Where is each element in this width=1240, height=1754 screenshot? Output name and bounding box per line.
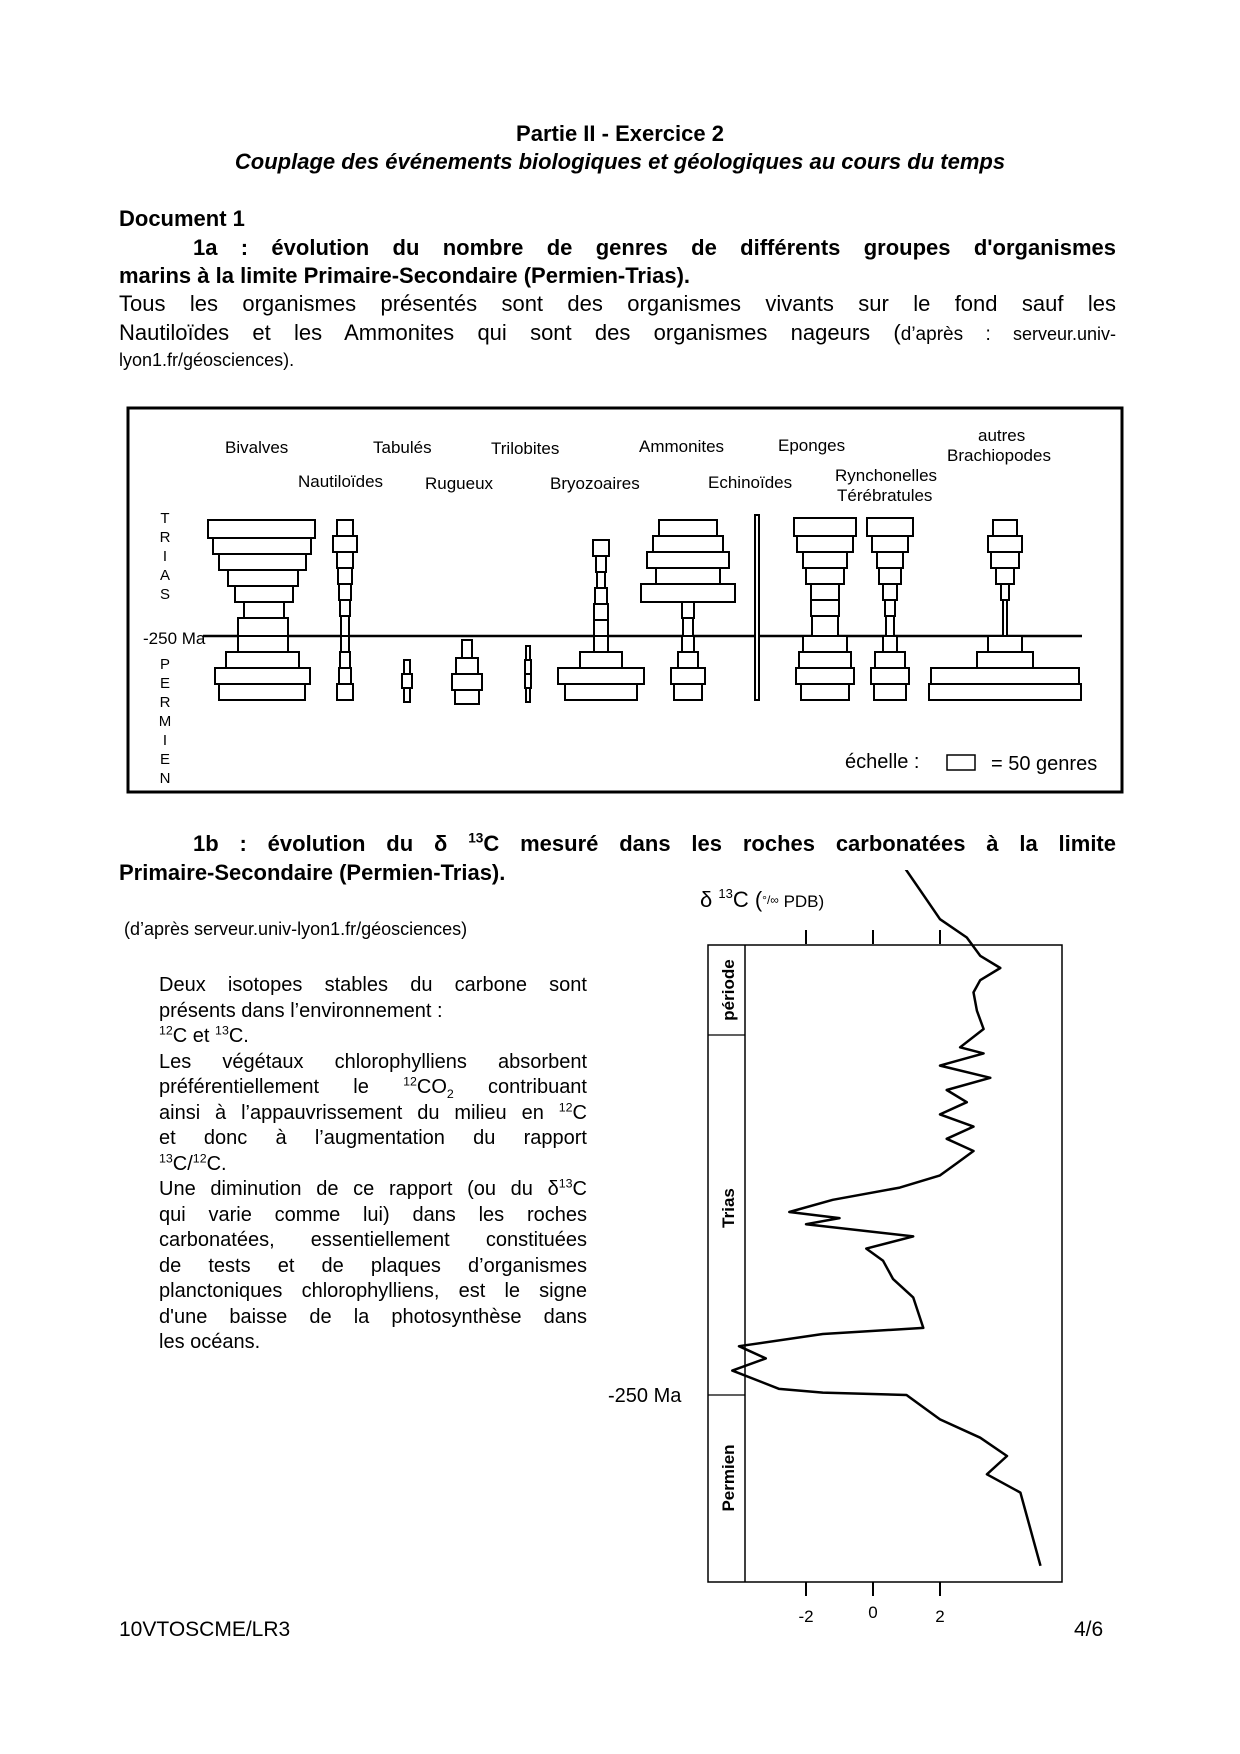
page-title: Partie II - Exercice 2 [516, 121, 724, 146]
label-nautiloides: Nautiloïdes [298, 472, 384, 491]
spindle-bar-ammonites [678, 652, 698, 668]
label-autres: autres [978, 426, 1026, 445]
permien-letter: E [159, 675, 171, 692]
spindle-bar-tabules [402, 674, 412, 688]
title-part: δ [700, 887, 719, 912]
spindle-bar-bivalves [238, 636, 288, 652]
text-span: C. [206, 1152, 227, 1175]
section-1b-heading-sup: 13 [468, 830, 484, 846]
spindle-bar-autres-brachiopodes [1001, 584, 1009, 600]
trias-letter: A [159, 567, 171, 584]
section-1b-heading-start: 1b : évolution du δ [193, 831, 469, 856]
text-span: C/ [172, 1152, 193, 1175]
sup: 13 [159, 1150, 173, 1165]
delta13c-chart [600, 870, 1100, 1630]
spindle-bar-eponges [801, 684, 849, 700]
spindle-bar-bryozoaires [594, 604, 608, 620]
spindle-bar-eponges [811, 600, 839, 616]
section-1a-source-start: serveur.univ- [990, 324, 1117, 344]
title-sup: 13 [718, 886, 733, 901]
spindle-bar-nautiloides [333, 536, 357, 552]
spindle-bar-bivalves [219, 554, 306, 570]
permien-letter: P [159, 656, 171, 673]
spindle-bar-nautiloides [337, 520, 353, 536]
spindle-bar-bivalves [219, 684, 305, 700]
text-line: d'une baisse de la photosynthèse dans [159, 1305, 587, 1328]
permien-axis-letters [159, 656, 172, 787]
boundary-label-1b: -250 Ma [608, 1385, 682, 1407]
label-brachiopodes: Brachiopodes [947, 446, 1051, 465]
sup: 13 [215, 1023, 229, 1038]
document-label: Document 1 [119, 206, 245, 231]
trias-letter: T [160, 510, 170, 527]
text-line [159, 1177, 587, 1203]
spindle-bar-ammonites [671, 668, 705, 684]
label-echinoides: Echinoïdes [708, 473, 793, 492]
spindle-bar-autres-brachiopodes [977, 652, 1033, 668]
permien-letter: E [159, 751, 171, 768]
spindle-bar-ammonites [659, 520, 717, 536]
spindle-bar-bivalves [208, 520, 315, 538]
spindle-bar-ammonites [647, 552, 729, 568]
text-span: C. [228, 1025, 249, 1047]
spindle-bar-autres-brachiopodes [991, 552, 1019, 568]
text-line: carbonatées, essentiellement constituées [159, 1229, 587, 1251]
spindle-bar-ammonites [674, 684, 702, 700]
spindle-bar-bryozoaires [596, 556, 606, 572]
spindle-bar-rynchonelles [875, 652, 905, 668]
spindle-bar-nautiloides [337, 684, 353, 700]
permien-letter: M [158, 713, 172, 730]
spindle-bar-ammonites [682, 602, 694, 618]
title-part: PDB) [778, 892, 825, 911]
spindle-bar-bryozoaires [594, 636, 608, 652]
spindle-bar-bivalves [244, 602, 284, 618]
title-part: C ( [732, 887, 763, 912]
top-ticks [806, 930, 940, 944]
label-rynchonelles: Rynchonelles [835, 466, 938, 485]
text-line [159, 1024, 587, 1050]
section-1a-text-line3: lyon1.fr/géosciences). [119, 350, 295, 370]
scale-value: = 50 genres [991, 753, 1098, 775]
spindle-bar-rugueux [462, 640, 472, 658]
text-span: ainsi à l’appauvrissement du milieu en [159, 1101, 559, 1124]
spindle-bar-ammonites [656, 568, 720, 584]
x-tick-label: -2 [798, 1607, 814, 1626]
boundary-label-1a: -250 Ma [143, 629, 206, 648]
spindle-bar-bivalves [213, 538, 311, 554]
spindle-bar-ammonites [683, 618, 693, 636]
spindle-bar-bryozoaires [558, 668, 644, 684]
label-tabules: Tabulés [373, 438, 432, 457]
permien-letter: N [159, 770, 171, 787]
text-line: et donc à l’augmentation du rapport [159, 1127, 587, 1149]
spindle-bar-bryozoaires [565, 684, 637, 700]
label-bivalves: Bivalves [225, 438, 289, 457]
text-line [159, 1101, 587, 1127]
trias-letter: R [159, 529, 171, 546]
chart-1b-title [700, 886, 824, 912]
spindle-bar-ammonites [682, 636, 694, 652]
spindle-bar-autres-brachiopodes [996, 568, 1014, 584]
section-1a-heading-line2: marins à la limite Primaire-Secondaire (Permien-Trias). [119, 263, 691, 288]
spindle-bar-eponges [806, 568, 844, 584]
spindle-bar-rugueux [455, 690, 479, 704]
spindle-bar-bivalves [235, 586, 293, 602]
sup: 12 [403, 1074, 417, 1089]
text-line: Deux isotopes stables du carbone sont [159, 974, 587, 996]
text-line [159, 1075, 587, 1101]
period-label-trias: Trias [719, 1188, 738, 1228]
spindle-bar-rynchonelles [883, 636, 897, 652]
text-span: C [572, 1178, 587, 1200]
delta13c-series-line [732, 870, 1040, 1566]
footer-code: 10VTOSCME/LR3 [119, 1618, 291, 1641]
spindle-bar-trilobites [526, 688, 530, 702]
section-1b-source: (d’après serveur.univ-lyon1.fr/géosciences) [124, 919, 468, 939]
sup: 13 [558, 1176, 573, 1191]
spindle-bar-bryozoaires [580, 652, 622, 668]
spindle-bar-nautiloides [338, 568, 352, 584]
section-1a-heading-line1: 1a : évolution du nombre de genres de différents groupes d'organismes [193, 235, 1116, 260]
label-ammonites: Ammonites [639, 437, 725, 456]
spindle-bar-bivalves [215, 668, 310, 684]
spindle-bar-echinoides [755, 515, 759, 700]
spindle-bar-trilobites [526, 646, 530, 660]
period-label-periode: période [719, 959, 738, 1021]
section-1a-text-line2-main: Nautiloïdes et les Ammonites qui sont des organismes nageurs ( [119, 320, 901, 345]
label-rugueux: Rugueux [425, 474, 494, 493]
spindle-bar-rynchonelles [885, 600, 895, 616]
spindle-bar-rynchonelles [879, 568, 901, 584]
spindle-bar-nautiloides [339, 668, 351, 684]
spindle-bar-rynchonelles [877, 552, 903, 568]
section-1b-heading-end: C mesuré dans les roches carbonatées à la limite [483, 831, 1116, 856]
permien-letter: I [162, 732, 168, 749]
label-trilobites: Trilobites [491, 439, 560, 458]
spindle-bar-eponges [794, 518, 856, 536]
spindle-bar-autres-brachiopodes [988, 536, 1022, 552]
label-eponges: Eponges [778, 436, 846, 455]
text-line: qui varie comme lui) dans les roches [159, 1203, 587, 1226]
footer-page-number: 4/6 [1074, 1618, 1104, 1641]
section-1a-source-prefix: d’après : [900, 324, 991, 345]
spindle-bar-rugueux [452, 674, 482, 690]
spindle-bar-trilobites [525, 660, 531, 674]
spindle-bar-tabules [404, 660, 410, 674]
scale-symbol [947, 755, 975, 770]
sup: 12 [159, 1023, 173, 1038]
spindle-bar-bryozoaires [595, 588, 607, 604]
scale-label: échelle : [845, 751, 920, 773]
spindle-bar-nautiloides [337, 552, 353, 568]
spindle-bar-bivalves [226, 652, 299, 668]
spindle-bar-ammonites [653, 536, 723, 552]
spindle-bar-eponges [803, 636, 847, 652]
trias-letter: I [162, 548, 168, 565]
bottom-ticks [806, 1582, 940, 1596]
text-line: planctoniques chlorophylliens, est le signe [159, 1280, 587, 1302]
spindle-bar-rynchonelles [872, 536, 908, 552]
spindle-bar-eponges [812, 616, 838, 636]
spindle-bar-autres-brachiopodes [988, 636, 1022, 652]
text-span: préférentiellement le [159, 1076, 404, 1098]
spindle-bar-bryozoaires [594, 620, 608, 636]
spindle-bar-eponges [797, 536, 853, 552]
text-line: les océans. [159, 1331, 261, 1353]
x-tick-label: 2 [935, 1607, 945, 1626]
label-terebratules: Térébratules [837, 486, 933, 505]
spindle-bar-rynchonelles [886, 616, 894, 636]
spindle-bar-nautiloides [339, 584, 351, 600]
spindle-bar-trilobites [525, 674, 531, 688]
spindle-bar-eponges [811, 584, 839, 600]
spindle-bar-rynchonelles [871, 668, 909, 684]
spindle-bar-rynchonelles [874, 684, 906, 700]
spindle-bar-nautiloides [341, 636, 349, 652]
section-1a-text-line1: Tous les organismes présentés sont des organismes vivants sur le fond sauf les [119, 291, 1116, 316]
text-line: de tests et de plaques d’organismes [159, 1254, 587, 1277]
spindle-bar-tabules [404, 688, 410, 702]
text-line: présents dans l’environnement : [159, 999, 443, 1022]
spindle-bar-bryozoaires [593, 540, 609, 556]
spindle-bars [208, 515, 1081, 704]
spindle-bar-autres-brachiopodes [931, 668, 1079, 684]
section-1a-text-line2 [119, 320, 1116, 346]
spindle-bar-nautiloides [341, 616, 349, 636]
sup: 12 [558, 1099, 573, 1114]
spindle-bar-nautiloides [340, 600, 350, 616]
spindle-bar-autres-brachiopodes [1003, 600, 1007, 636]
text-span: contribuant [453, 1076, 587, 1098]
text-span: Une diminution de ce rapport (ou du δ [159, 1178, 559, 1200]
x-tick-label: 0 [868, 1603, 878, 1622]
spindle-bar-eponges [803, 552, 847, 568]
text-span: C [572, 1101, 587, 1124]
sup: 12 [192, 1150, 207, 1165]
sub: 2 [446, 1087, 454, 1101]
text-line [159, 1152, 587, 1178]
spindle-bar-ammonites [641, 584, 735, 602]
spindle-bar-bivalves [228, 570, 298, 586]
section-1b-heading-line2: Primaire-Secondaire (Permien-Trias). [119, 860, 506, 885]
spindle-bar-autres-brachiopodes [993, 520, 1017, 536]
spindle-bar-rugueux [456, 658, 478, 674]
genera-spindle-diagram [125, 405, 1125, 795]
text-span: C et [172, 1025, 216, 1047]
spindle-bar-rynchonelles [867, 518, 913, 536]
spindle-bar-bryozoaires [597, 572, 605, 588]
spindle-bar-autres-brachiopodes [929, 684, 1081, 700]
page-subtitle: Couplage des événements biologiques et géologiques au cours du temps [234, 149, 1006, 174]
section-1b-heading-line1 [193, 831, 1116, 857]
spindle-bar-rynchonelles [883, 584, 897, 600]
spindle-bar-bivalves [238, 618, 288, 636]
label-bryozoaires: Bryozoaires [550, 474, 640, 493]
section-1b-explanation [159, 973, 587, 1356]
period-label-permien: Permien [719, 1444, 738, 1512]
text-span: CO [416, 1076, 447, 1098]
spindle-bar-eponges [796, 668, 854, 684]
trias-letter: S [159, 586, 171, 603]
spindle-bar-eponges [799, 652, 851, 668]
trias-axis-letters [160, 510, 171, 603]
permien-letter: R [159, 694, 171, 711]
title-unit: °/∞ [762, 893, 779, 907]
text-line: Les végétaux chlorophylliens absorbent [159, 1050, 587, 1073]
spindle-bar-nautiloides [340, 652, 350, 668]
